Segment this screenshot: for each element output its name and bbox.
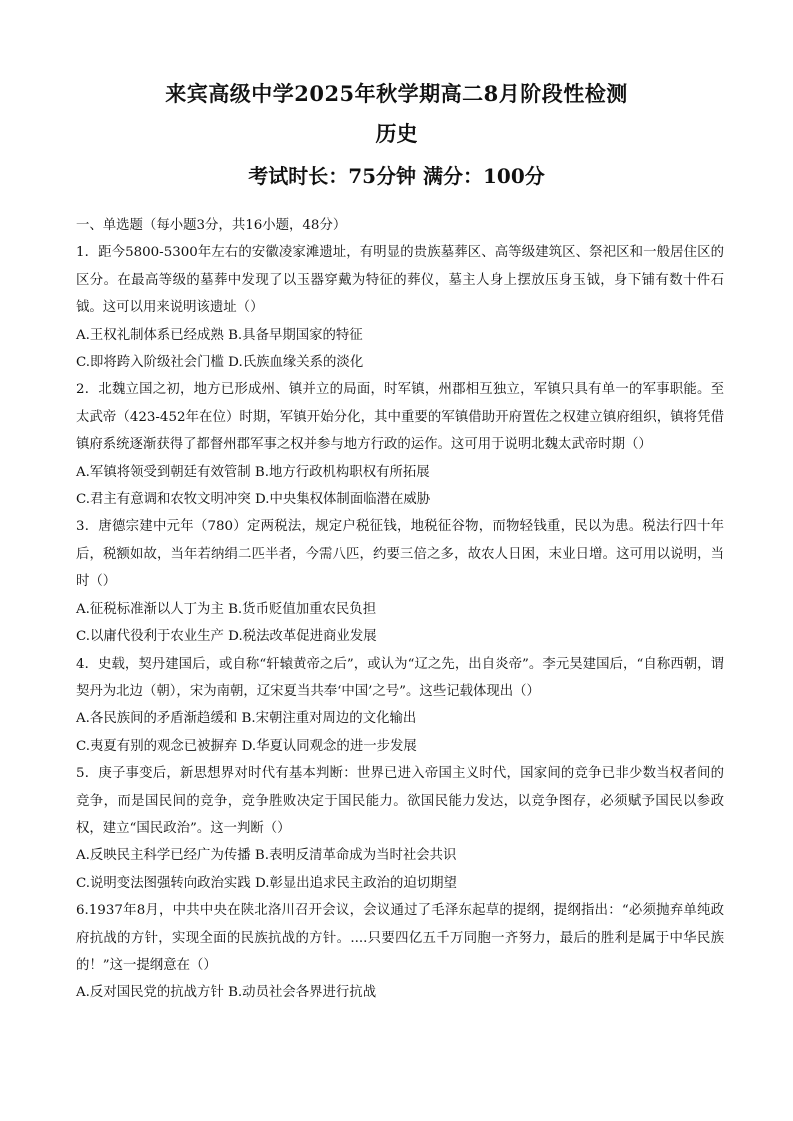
question-5-stem: 5．庚子事变后，新思想界对时代有基本判断：世界已进入帝国主义时代，国家间的竞争已非少数当权者间的竞争，而是国民间的竞争，竞争胜败决定于国民能力。欲国民能力发达，以竞争图存，必须赋予国民以参政权，建立“国民政治”。这一判断（） bbox=[76, 766, 724, 836]
question-5-options-ab: A.反映民主科学已经广为传播 B.表明反清革命成为当时社会共识 bbox=[76, 848, 457, 864]
question-3-options-ab: A.征税标准渐以人丁为主 B.货币贬值加重农民负担 bbox=[76, 601, 377, 617]
exam-info: 考试时长：75分钟 满分：100分 bbox=[248, 164, 545, 188]
question-4-options-ab: A.各民族间的矛盾渐趋缓和 B.宋朝注重对周边的文化输出 bbox=[76, 711, 417, 727]
question-4-stem: 4．史载，契丹建国后，或自称“轩辕黄帝之后”，或认为“辽之先，出自炎帝”。李元昊建国后，“自称西朝，谓契丹为北边（朝），宋为南朝，辽宋夏当共奉‘中国’之号”。这些记载体现出（） bbox=[76, 656, 724, 699]
question-3-options-cd: C.以庸代役利于农业生产 D.税法改革促进商业发展 bbox=[76, 629, 377, 645]
question-2-options-cd: C.君主有意调和农牧文明冲突 D.中央集权体制面临潜在威胁 bbox=[76, 492, 431, 508]
question-6-stem: 6.1937年8月，中共中央在陕北洛川召开会议，会议通过了毛泽东起草的提纲，提纲指出：“必须抛弃单纯政府抗战的方针，实现全面的民族抗战的方针。....只要四亿五千万同胞一齐努力，最后的胜利是属于中华民族的！”这一提纲意在（） bbox=[76, 903, 724, 973]
subject-title: 历史 bbox=[375, 121, 418, 146]
question-5-options-cd: C.说明变法图强转向政治实践 D.彰显出追求民主政治的迫切期望 bbox=[76, 875, 457, 891]
question-6-options-ab: A.反对国民党的抗战方针 B.动员社会各界进行抗战 bbox=[76, 985, 377, 1001]
question-1-options-ab: A.王权礼制体系已经成熟 B.具备早期国家的特征 bbox=[76, 327, 363, 343]
question-1-stem: 1．距今5800-5300年左右的安徽凌家滩遗址，有明显的贵族墓葬区、高等级建筑区、祭祀区和一般居住区的区分。在最高等级的墓葬中发现了以玉器穿戴为特征的葬仪，墓主人身上摆放压身玉钺，身下铺有数十件石钺。这可以用来说明该遗址（） bbox=[76, 245, 724, 316]
question-2-stem: 2．北魏立国之初，地方已形成州、镇并立的局面，时军镇，州郡相互独立，军镇只具有单一的军事职能。至太武帝（423-452年在位）时期，军镇开始分化，其中重要的军镇借助开府置佐之权建立镇府组织，镇将凭借镇府系统逐渐获得了都督州郡军事之权并参与地方行政的运作。这可用于说明北魏太武帝时期（） bbox=[76, 382, 724, 453]
question-1-options-cd: C.即将跨入阶级社会门槛 D.氏族血缘关系的淡化 bbox=[76, 355, 364, 371]
question-4-options-cd: C.夷夏有别的观念已被摒弃 D.华夏认同观念的进一步发展 bbox=[76, 738, 417, 754]
question-3-stem: 3．唐德宗建中元年（780）定两税法，规定户税征钱，地税征谷物，而物轻钱重，民以为患。税法行四十年后，税额如故，当年若纳绢二匹半者，今需八匹，约要三倍之多，故农人日困，末业日增。这可用以说明，当时（） bbox=[76, 519, 724, 590]
question-list bbox=[76, 212, 724, 1007]
exam-title: 来宾高级中学2025年秋学期高二8月阶段性检测 bbox=[165, 81, 628, 106]
section-heading: 一、单选题（每小题3分，共16小题，48分） bbox=[76, 218, 347, 233]
question-2-options-ab: A.军镇将领受到朝廷有效管制 B.地方行政机构职权有所拓展 bbox=[76, 464, 430, 480]
